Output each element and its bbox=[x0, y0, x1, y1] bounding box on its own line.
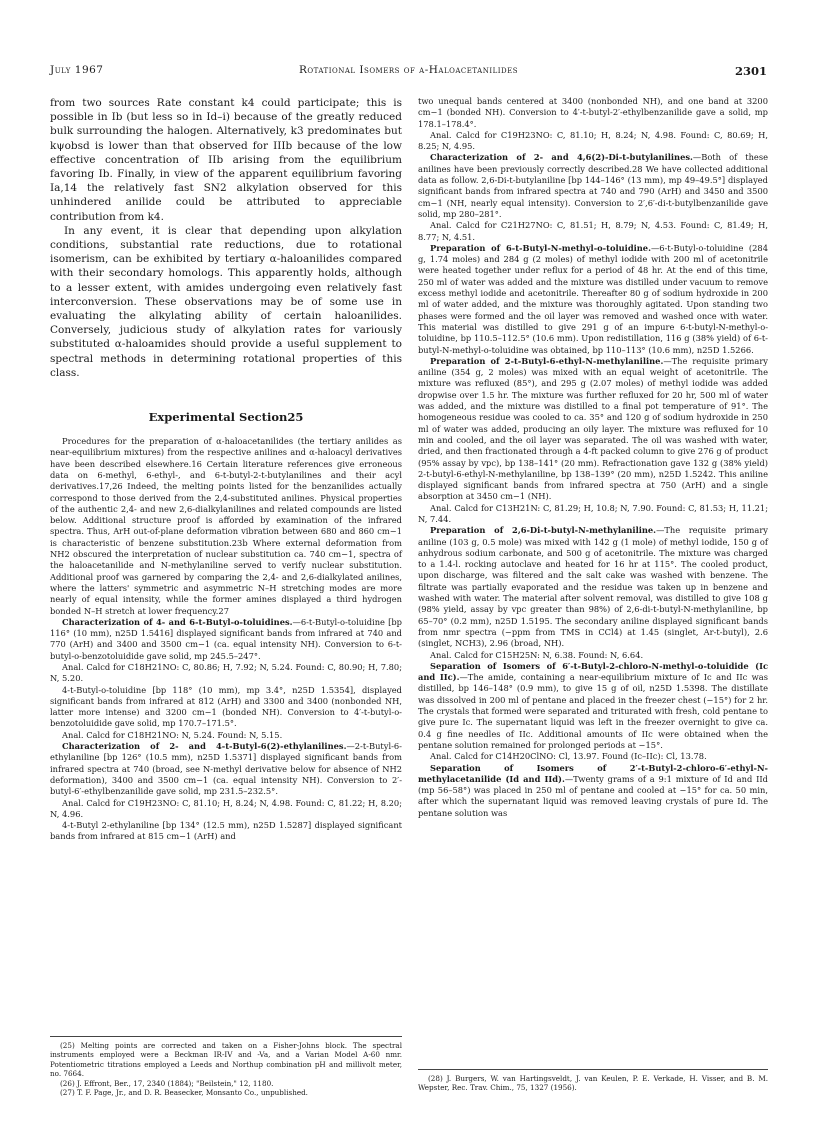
analysis-line: Anal. Calcd for C21H27NO: C, 81.51; H, 8.79; N, 4.53. Found: C, 81.49; H, 8.77; N, 4.51. bbox=[418, 220, 768, 242]
running-header bbox=[50, 64, 767, 82]
body-paragraph: from two sources Rate constant k4 could participate; this is possible in Ib (but less so in Id–i) because of the greatly reduced bulk surrounding the halogen. Alternatively, k3 predominates but kψobsd is lower than that observed for IIIb because of the low effective concentration of IIb arising from the equilibrium favoring Ib. Finally, in view of the apparent equilibrium favoring Ia,14 the relatively fast SN2 alkylation observed for this unhindered anilide could be attributed to appreciable contribution from k4. bbox=[50, 97, 402, 223]
subheading: Separation of Isomers of 6′-t-Butyl-2-chloro-N-methyl-o-toluidide (Ic and IIc). bbox=[418, 660, 768, 683]
experimental-paragraph: Separation of Isomers of 6′-t-Butyl-2-chloro-N-methyl-o-toluidide (Ic and IIc).—The amide, containing a near-equilibrium mixture of Ic and IIc was distilled, bp 146–148° (0.9 mm), to give 15 g of oil, n25D 1.5398. The distillate was dissolved in 200 ml of pentane and placed in the freezer chest (−15°) for 2 hr. The crystals that formed were separated and triturated with fresh, cold pentane to give pure Ic. The supernatant liquid was left in the freezer overnight to give ca. 0.4 g fine needles of IIc. Additional amounts of IIc were obtained when the pentane solution remained for prolonged periods at −15°. bbox=[418, 660, 768, 750]
left-column bbox=[50, 96, 402, 843]
subheading: Preparation of 2-t-Butyl-6-ethyl-N-methylaniline. bbox=[430, 355, 664, 366]
subheading: Characterization of 2- and 4-t-Butyl-6(2)-ethylanilines. bbox=[62, 741, 347, 752]
analysis-line: Anal. Calcd for C18H21NO: C, 80.86; H, 7.92; N, 5.24. Found: C, 80.90; H, 7.80; N, 5.20. bbox=[50, 662, 402, 684]
analysis-line: Anal. Calcd for C13H21N: C, 81.29; H, 10.8; N, 7.90. Found: C, 81.53; H, 11.21; N, 7.44. bbox=[418, 502, 768, 524]
analysis-line: Anal. Calcd for C19H23NO: C, 81.10; H, 8.24; N, 4.98. Found: C, 80.69; H, 8.25; N, 4.95. bbox=[418, 129, 768, 152]
experimental-paragraph: 4-t-Butyl 2-ethylaniline [bp 134° (12.5 mm), n25D 1.5287] displayed significant bands from infrared at 815 cm−1 (ArH) and bbox=[50, 820, 402, 842]
footnote: (28) J. Burgers, W. van Hartingsveldt, J. van Keulen, P. E. Verkade, H. Visser, and B. M. Wepster, Rec. Trav. Chim., 75, 1327 (1956). bbox=[418, 1074, 768, 1093]
analysis-line: Anal. Calcd for C15H25N: N, 6.38. Found: N, 6.64. bbox=[430, 649, 644, 660]
footnotes-left bbox=[50, 1036, 402, 1097]
header-title: Rotational Isomers of α-Haloacetanilides bbox=[298, 64, 519, 76]
experimental-paragraph: Preparation of 2,6-Di-t-butyl-N-methylaniline.—The requisite primary aniline (103 g, 0.5 mole) was mixed with 142 g (1 mole) of methyl iodide, 150 g of anhydrous sodium carbonate, and 500 g of acetonitrile. The mixture was charged to a 1.4-l. rocking autoclave and heated for 16 hr at 115°. The cooled product, upon discharge, was filtered and the salt cake was washed with benzene. The filtrate was partially evaporated and the residue was taken up in benzene and washed with water. The material after solvent removal, was distilled to give 108 g (98% yield, assay by vpc greater than 98%) of 2,6-di-t-butyl-N-methylaniline, bp 65–70° (0.2 mm), n25D 1.5195. The secondary aniline displayed significant bands from nmr spectra (−ppm from TMS in CCl4) at 1.45 (singlet, Ar-t-butyl), 2.6 (singlet, NCH3), 2.96 (broad, NH). bbox=[418, 525, 768, 649]
analysis-line: Anal. Calcd for C18H21NO: N, 5.24. Found: N, 5.15. bbox=[62, 729, 283, 740]
experimental-paragraph: two unequal bands centered at 3400 (nonbonded NH), and one band at 3200 cm−1 (bonded NH). Conversion to 4′-t-butyl-2′-ethylbenzanilide gave a solid, mp 178.1–178.4°. bbox=[418, 96, 768, 129]
experimental-paragraph: Characterization of 2- and 4-t-Butyl-6(2)-ethylanilines.—2-t-Butyl-6-ethylaniline [bp 126° (10.5 mm), n25D 1.5371] displayed significant bands from infrared spectra at 740 (broad, see N-methyl derivative below for absence of NH2 deformation), 3400 and 3500 cm−1 (ca. equal intensity NH). Conversion to 2′-butyl-6′-ethylbenzanilide gave solid, mp 231.5–232.5°. bbox=[50, 741, 402, 797]
header-date: July 1967 bbox=[50, 64, 104, 76]
experimental-paragraph: Characterization of 4- and 6-t-Butyl-o-toluidines.—6-t-Butyl-o-toluidine [bp 116° (10 mm), n25D 1.5416] displayed significant bands from infrared at 740 and 770 (ArH) and 3400 and 3500 cm−1 (ca. equal intensity NH). Conversion to 6-t-butyl-o-benzotoluidide gave solid, mp 245.5–247°. bbox=[50, 616, 402, 661]
subheading: Separation of Isomers of 2′-t-Butyl-2-chloro-6′-ethyl-N-methylacetanilide (Id and IId). bbox=[418, 762, 768, 784]
page-number: 2301 bbox=[734, 64, 767, 78]
subheading: Preparation of 2,6-Di-t-butyl-N-methylaniline. bbox=[430, 525, 657, 536]
right-column bbox=[418, 96, 768, 819]
section-heading: Experimental Section25 bbox=[148, 410, 304, 425]
experimental-paragraph: Characterization of 2- and 4,6(2)-Di-t-butylanilines.—Both of these anilines have been previously correctly described.28 We have collected additional data as follow. 2,6-Di-t-butylaniline [bp 144–146° (13 mm), mp 49–49.5°] displayed significant bands from infrared spectra at 740 and 790 (ArH) and 3450 and 3500 cm−1 (NH, nearly equal intensity). Conversion to 2′,6′-di-t-butylbenzanilide gave solid, mp 280–281°. bbox=[418, 152, 768, 219]
footnote: (27) T. F. Page, Jr., and D. R. Beasecker, Monsanto Co., unpublished. bbox=[60, 1088, 308, 1098]
analysis-line: Anal. Calcd for C14H20ClNO: Cl, 13.97. Found (Ic–IIc): Cl, 13.78. bbox=[430, 751, 707, 762]
experimental-paragraph: Preparation of 2-t-Butyl-6-ethyl-N-methylaniline.—The requisite primary aniline (354 g, 2 moles) was mixed with an equal weight of acetonitrile. The mixture was refluxed (85°), and 295 g (2.07 moles) of methyl iodide was added dropwise over 1.5 hr. The mixture was further refluxed for 20 hr, 500 ml of water was added, and the mixture was distilled to a final pot temperature of 91°. The homogeneous residue was cooled to ca. 35° and 120 g of sodium hydroxide in 250 ml of water was added, producing an oily layer. The mixture was refluxed for 10 min and cooled, and the oil layer was separated. The oil was washed with water, dried, and then fractionated through a 4-ft packed column to give 276 g of product (95% assay by vpc), bp 138–141° (20 mm). Refractionation gave 132 g (38% yield) 2-t-butyl-6-ethyl-N-methylaniline, bp 138–139° (20 mm), n25D 1.5242. This aniline displayed significant bands from infrared spectra at 750 (ArH) and a single absorption at 3450 cm−1 (NH). bbox=[418, 355, 768, 502]
subheading: Characterization of 4- and 6-t-Butyl-o-toluidines. bbox=[62, 616, 293, 627]
experimental-paragraph: Procedures for the preparation of α-haloacetanilides (the tertiary anilides as near-equilibrium mixtures) from the respective anilines and α-haloacyl derivatives have been described elsewhere.16 Certain literature references give erroneous data on 6-methyl, 6-ethyl-, and 6-t-butyl-2-t-butylanilines and their acyl derivatives.17,26 Indeed, the melting points listed for the benzanilides actually correspond to those derived from the 2,4-substituted anilines. Physical properties of the authentic 2,4- and new 2,6-dialkylanilines and related compounds are listed below. Additional structure proof is afforded by examination of the infrared spectra. Thus, ArH out-of-plane deformation vibration between 680 and 860 cm−1 is characteristic of benzene substitution.23b Where external deformation from NH2 obscured the interpretation of nuclear substitution ca. 740 cm−1, spectra of the haloacetanilide and N-methylaniline served to verify nuclear substitution. Additional proof was garnered by comparing the 2,4- and 2,6-dialkylated anilines, where the latters' symmetric and asymmetric N–H stretching modes are more nearly of equal intensity, while the former amines displayed a third hydrogen bonded N–H stretch at lower frequency.27 bbox=[50, 436, 402, 616]
subheading: Preparation of 6-t-Butyl-N-methyl-o-toluidine. bbox=[430, 242, 651, 253]
experimental-paragraph: 4-t-Butyl-o-toluidine [bp 118° (10 mm), mp 3.4°, n25D 1.5354], displayed significant bands from infrared at 812 (ArH) and 3300 and 3400 (nonbonded NH, latter more intense) and 3200 cm−1 (bonded NH). Conversion to 4′-t-butyl-o-benzotoluidide gave solid, mp 170.7–171.5°. bbox=[50, 684, 402, 729]
experimental-paragraph: Separation of Isomers of 2′-t-Butyl-2-chloro-6′-ethyl-N-methylacetanilide (Id and IId).—Twenty grams of a 9:1 mixture of Id and IId (mp 56–58°) was placed in 250 ml of pentane and cooled at −15° for ca. 50 min, after which the supernatant liquid was removed leaving crystals of pure Id. The pentane solution was bbox=[418, 762, 768, 818]
footnote: (25) Melting points are corrected and taken on a Fisher-Johns block. The spectral instruments employed were a Beckman IR-IV and -Va, and a Varian Model A-60 nmr. Potentiometric titrations employed a Leeds and Northup combination pH and millivolt meter, no. 7664. bbox=[50, 1041, 402, 1079]
body-paragraph: In any event, it is clear that depending upon alkylation conditions, substantial rate reductions, due to rotational isomerism, can be exhibited by tertiary α-haloanilides compared with their secondary homologs. This apparently holds, although to a lesser extent, with amides undergoing even relatively fast interconversion. These observations may be of some use in evaluating the alkylating ability of certain haloanilides. Conversely, judicious study of alkylation rates for variously substituted α-haloamides should provide a useful supplement to spectral methods in determining rotational properties of this class. bbox=[50, 224, 402, 379]
experimental-paragraph: Preparation of 6-t-Butyl-N-methyl-o-toluidine.—6-t-Butyl-o-toluidine (284 g, 1.74 moles) and 284 g (2 moles) of methyl iodide with 200 ml of acetonitrile were heated together under reflux for a period of 48 hr. At the end of this time, 250 ml of water was added and the mixture was distilled under vacuum to remove excess methyl iodide and acetonitrile. Thereafter 80 g of sodium hydroxide in 200 ml of water added, and the mixture was thoroughly agitated. Upon standing two phases were formed and the oil layer was removed and washed once with water. This material was distilled to give 291 g of an impure 6-t-butyl-N-methyl-o-toluidine, bp 110.5–112.5° (10.6 mm). Upon redistillation, 116 g (38% yield) of 6-t-butyl-N-methyl-o-toluidine was obtained, bp 110–113° (10.6 mm), n25D 1.5266. bbox=[418, 242, 768, 355]
analysis-line: Anal. Calcd for C19H23NO: C, 81.10; H, 8.24; N, 4.98. Found: C, 81.22; H, 8.20; N, 4.96. bbox=[50, 797, 402, 819]
footnote: (26) J. Effront, Ber., 17, 2340 (1884); "Beilstein," 12, 1180. bbox=[60, 1078, 274, 1088]
subheading: Characterization of 2- and 4,6(2)-Di-t-butylanilines. bbox=[430, 152, 693, 163]
footnotes-right bbox=[418, 1069, 768, 1093]
